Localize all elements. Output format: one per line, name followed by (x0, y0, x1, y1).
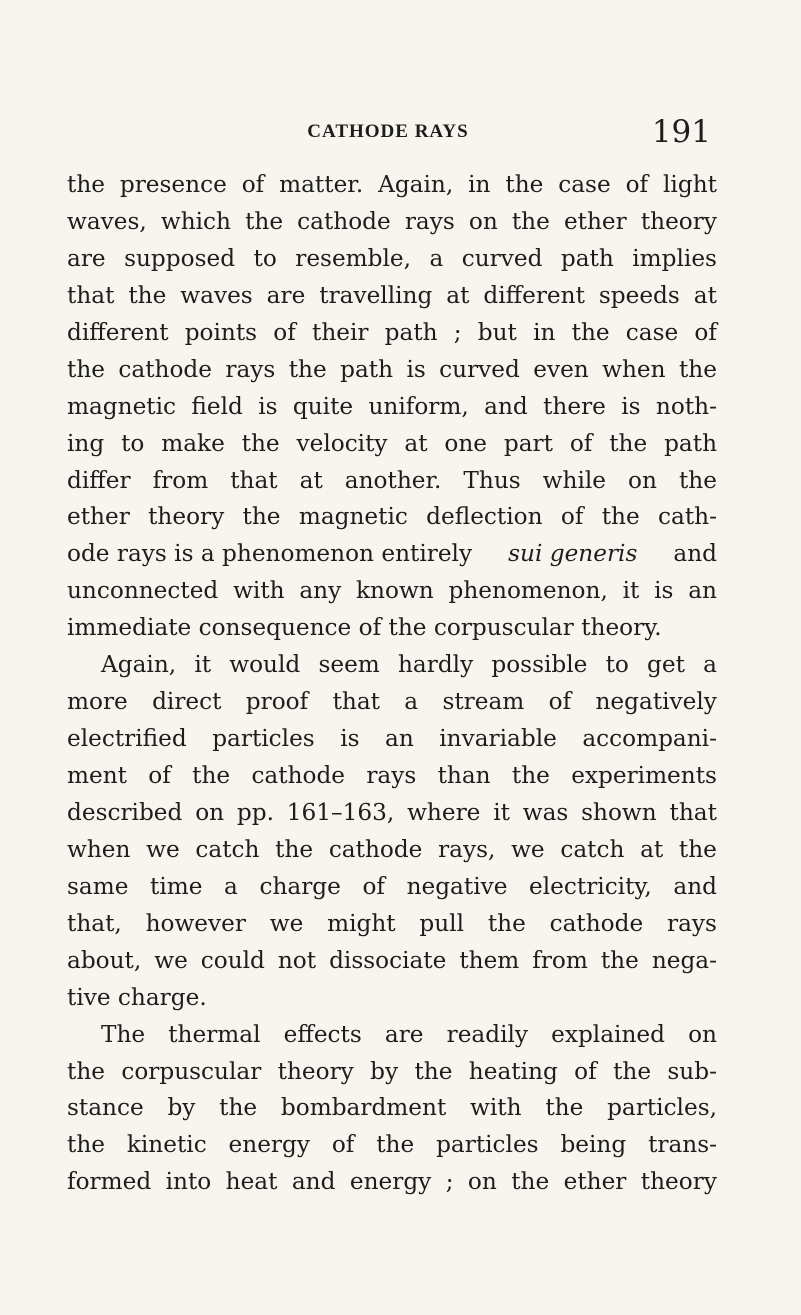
text-line (67, 278, 717, 315)
word: the (545, 1094, 584, 1122)
word: the (414, 1057, 453, 1085)
word: path (340, 355, 394, 383)
text-line (67, 1164, 717, 1201)
word: it (194, 651, 212, 679)
word: that (67, 281, 115, 309)
word: we (146, 835, 180, 863)
word: where (407, 798, 481, 826)
word: a (429, 244, 444, 272)
paragraph-end-line: immediate consequence of the corpuscular theory. (67, 614, 662, 642)
word: particles (212, 725, 315, 753)
word: supposed (124, 244, 236, 272)
word: with (470, 1094, 522, 1122)
word: an (688, 577, 717, 605)
word: to (605, 651, 629, 679)
word: matter. (279, 171, 364, 198)
text-line (67, 684, 717, 721)
word: travelling (319, 281, 433, 309)
word: bombardment (280, 1094, 447, 1122)
word: thermal (168, 1020, 261, 1048)
word: being (560, 1131, 627, 1159)
word: of (241, 171, 265, 198)
word: cathode (549, 909, 644, 937)
word: unconnected (67, 577, 219, 605)
word: on (468, 207, 498, 235)
word: that (669, 798, 717, 826)
word: a (404, 688, 419, 716)
word: was (522, 798, 569, 826)
word: catch (560, 835, 625, 863)
word: curved (461, 244, 543, 272)
word: different (483, 281, 585, 309)
word: magnetic (67, 392, 177, 420)
word: formed (67, 1168, 152, 1196)
word: at (404, 429, 428, 457)
word: time (150, 872, 203, 900)
word: is (654, 577, 674, 605)
word: stream (442, 688, 525, 716)
word: we (511, 835, 545, 863)
word: heat (225, 1168, 278, 1196)
text-line (67, 906, 717, 943)
word: rays (225, 355, 276, 383)
word: seem (318, 651, 380, 679)
word: implies (632, 244, 717, 272)
text-line (67, 389, 717, 426)
word: at (693, 281, 717, 309)
word: theory (277, 1057, 354, 1085)
word: an (385, 725, 414, 753)
word: the (571, 318, 610, 346)
word: cathode (297, 207, 391, 235)
word: cathode (328, 835, 423, 863)
word: of (569, 429, 593, 457)
word: are (266, 281, 306, 309)
word: on (467, 1168, 497, 1196)
word: Again, (378, 171, 454, 198)
word: the (511, 207, 550, 235)
word: a (224, 872, 238, 900)
word: cath- (658, 503, 717, 531)
word: electricity, (529, 872, 652, 900)
word: The (101, 1020, 146, 1048)
word: particles, (607, 1094, 717, 1122)
word: of (548, 688, 572, 716)
word: cathode (118, 355, 212, 383)
word: described (67, 798, 183, 826)
word: ment (67, 762, 127, 789)
word: sub- (667, 1057, 717, 1085)
word: corpuscular (121, 1057, 262, 1085)
italic-phrase: sui generis (508, 540, 638, 568)
word: the (275, 835, 314, 863)
text-line (67, 869, 717, 906)
word: nega- (651, 946, 717, 974)
word: the (219, 1094, 258, 1122)
word: more (67, 688, 128, 716)
word: phenomenon, (448, 577, 608, 605)
word: invariable (439, 725, 557, 753)
word: in (468, 171, 491, 198)
word: cathode (251, 762, 346, 789)
word: negatively (595, 688, 717, 716)
word: possible (491, 651, 588, 679)
word: catch (195, 835, 260, 863)
word: is (406, 355, 426, 383)
word: of (574, 1057, 597, 1085)
word: with (233, 577, 285, 605)
word: which (160, 207, 231, 235)
word: of (694, 318, 717, 346)
word: case (558, 171, 611, 198)
word: proof (245, 688, 309, 716)
text-line (67, 241, 717, 278)
word: rays (404, 207, 455, 235)
body-text (67, 167, 717, 1201)
word: the (376, 1131, 415, 1159)
word: light (663, 171, 717, 198)
word: trans- (648, 1131, 717, 1159)
word: rays, (438, 835, 496, 863)
word: on (688, 1020, 717, 1048)
word: ether (563, 1168, 627, 1196)
word: shown (581, 798, 657, 826)
word: different (67, 318, 169, 346)
word: however (145, 909, 246, 937)
text-segment: ode rays is a phenomenon entirely (67, 540, 473, 568)
word: while (542, 466, 607, 494)
word: we (154, 946, 188, 974)
text-line (67, 315, 717, 352)
word: theory (148, 503, 225, 531)
word: the (511, 762, 550, 789)
word: curved (439, 355, 520, 383)
text-line (67, 426, 717, 463)
word: one (444, 429, 488, 457)
word: even (533, 355, 589, 383)
word: and (291, 1168, 336, 1196)
word: the (678, 355, 717, 383)
word: effects (283, 1020, 362, 1048)
word: the (288, 355, 327, 383)
word: speeds (598, 281, 680, 309)
word: when (602, 355, 666, 383)
word: of (625, 171, 649, 198)
word: the (67, 355, 105, 383)
word: case (625, 318, 679, 346)
running-head (65, 112, 711, 152)
word: the (67, 1131, 105, 1159)
text-line (67, 832, 717, 869)
word: of (148, 762, 171, 789)
word: experiments (571, 762, 717, 789)
word: the (678, 835, 717, 863)
word: we (269, 909, 304, 937)
word: could (200, 946, 265, 974)
word: of (362, 872, 385, 900)
word: pp. (236, 798, 274, 826)
word: Again, (101, 651, 177, 679)
word: ether (563, 207, 627, 235)
word: about, (67, 946, 142, 974)
text-line (67, 167, 717, 204)
word: on (195, 798, 225, 826)
word: pull (419, 909, 465, 937)
word: of (560, 503, 584, 531)
word: differ (67, 466, 131, 494)
word: energy (349, 1168, 432, 1196)
word: when (67, 835, 131, 863)
word: quite (292, 392, 354, 420)
word: to (121, 429, 145, 457)
word: but (477, 318, 517, 346)
text-line (67, 1090, 717, 1127)
word: are (67, 244, 106, 272)
word: path (560, 244, 614, 272)
text-line (67, 758, 717, 795)
word: field (191, 392, 243, 420)
word: resemble, (295, 244, 412, 272)
word: waves, (67, 207, 147, 235)
word: the (487, 909, 526, 937)
word: by (370, 1057, 399, 1085)
page-number: 191 (651, 114, 711, 150)
word: path (384, 318, 438, 346)
word: charge (259, 872, 341, 900)
word: presence (119, 171, 227, 198)
word: the (67, 171, 105, 198)
word: the (67, 1057, 105, 1085)
text-line-with-italic (67, 536, 717, 573)
word: might (327, 909, 396, 937)
word: is (340, 725, 360, 753)
word: another. (344, 466, 442, 494)
word: explained (551, 1020, 665, 1048)
paragraph-end-line: tive charge. (67, 983, 207, 1011)
word: at (640, 835, 664, 863)
word: the (511, 1168, 550, 1196)
word: it (622, 577, 640, 605)
word: noth- (655, 392, 717, 420)
word: from (152, 466, 209, 494)
word: the (241, 429, 280, 457)
word: hardly (397, 651, 474, 679)
word: and (484, 392, 528, 420)
word: the (601, 503, 640, 531)
word: by (167, 1094, 196, 1122)
word: 161–163, (286, 798, 395, 826)
word: theory (640, 207, 717, 235)
text-line (67, 573, 717, 610)
word: rays (366, 762, 417, 789)
word: rays (666, 909, 717, 937)
word: from (532, 946, 588, 974)
word: ; (445, 1168, 454, 1196)
word: negative (406, 872, 508, 900)
word: the (128, 281, 167, 309)
word: readily (446, 1020, 529, 1048)
word: that (332, 688, 380, 716)
word: waves (180, 281, 253, 309)
word: is (258, 392, 278, 420)
word: heating (468, 1057, 558, 1085)
word: energy (228, 1131, 310, 1159)
word: the (678, 466, 717, 494)
word: points (184, 318, 258, 346)
word: the (609, 429, 648, 457)
word: at (299, 466, 323, 494)
word: ; (453, 318, 462, 346)
text-line (67, 499, 717, 536)
word: the (600, 946, 639, 974)
word: dissociate (329, 946, 447, 974)
word: ing (67, 429, 105, 457)
word: the (505, 171, 544, 198)
text-line (67, 204, 717, 241)
paragraph-start-line (67, 1017, 717, 1054)
word: same (67, 872, 129, 900)
word: the (245, 207, 284, 235)
word: uniform, (368, 392, 469, 420)
word: direct (152, 688, 222, 716)
word: particles (436, 1131, 539, 1159)
word: that, (67, 909, 122, 937)
word: magnetic (298, 503, 408, 531)
text-line (67, 943, 717, 980)
word: stance (67, 1094, 144, 1122)
word: Thus (463, 466, 521, 494)
text-line (67, 352, 717, 389)
word: into (165, 1168, 212, 1196)
text-line (67, 463, 717, 500)
running-title: CATHODE RAYS (307, 121, 469, 142)
word: electrified (67, 725, 187, 753)
text-line (67, 795, 717, 832)
word: that (230, 466, 278, 494)
word: make (161, 429, 225, 457)
word: to (253, 244, 277, 272)
word: their (312, 318, 369, 346)
word: of (331, 1131, 355, 1159)
text-line (67, 1054, 717, 1091)
word: get (647, 651, 685, 679)
word: the (613, 1057, 652, 1085)
word: them (459, 946, 520, 974)
word: deflection (426, 503, 543, 531)
word: the (192, 762, 231, 789)
word: are (384, 1020, 424, 1048)
word: is (621, 392, 641, 420)
word: part (503, 429, 553, 457)
word: there (543, 392, 606, 420)
word: at (446, 281, 470, 309)
word: it (493, 798, 510, 826)
word: known (356, 577, 434, 605)
text-segment: and (673, 540, 717, 568)
word: velocity (296, 429, 388, 457)
word: path (664, 429, 717, 457)
word: in (533, 318, 556, 346)
word: theory (640, 1168, 717, 1196)
paragraph-start-line (67, 647, 717, 684)
word: not (277, 946, 317, 974)
word: kinetic (126, 1131, 207, 1159)
word: than (437, 762, 491, 789)
word: on (628, 466, 657, 494)
word: accompani- (582, 725, 717, 753)
word: ether (67, 503, 130, 531)
word: of (273, 318, 296, 346)
text-line (67, 1127, 717, 1164)
word: any (299, 577, 342, 605)
word: would (229, 651, 301, 679)
word: a (703, 651, 717, 679)
word: and (673, 872, 717, 900)
text-line (67, 721, 717, 758)
word: the (242, 503, 281, 531)
